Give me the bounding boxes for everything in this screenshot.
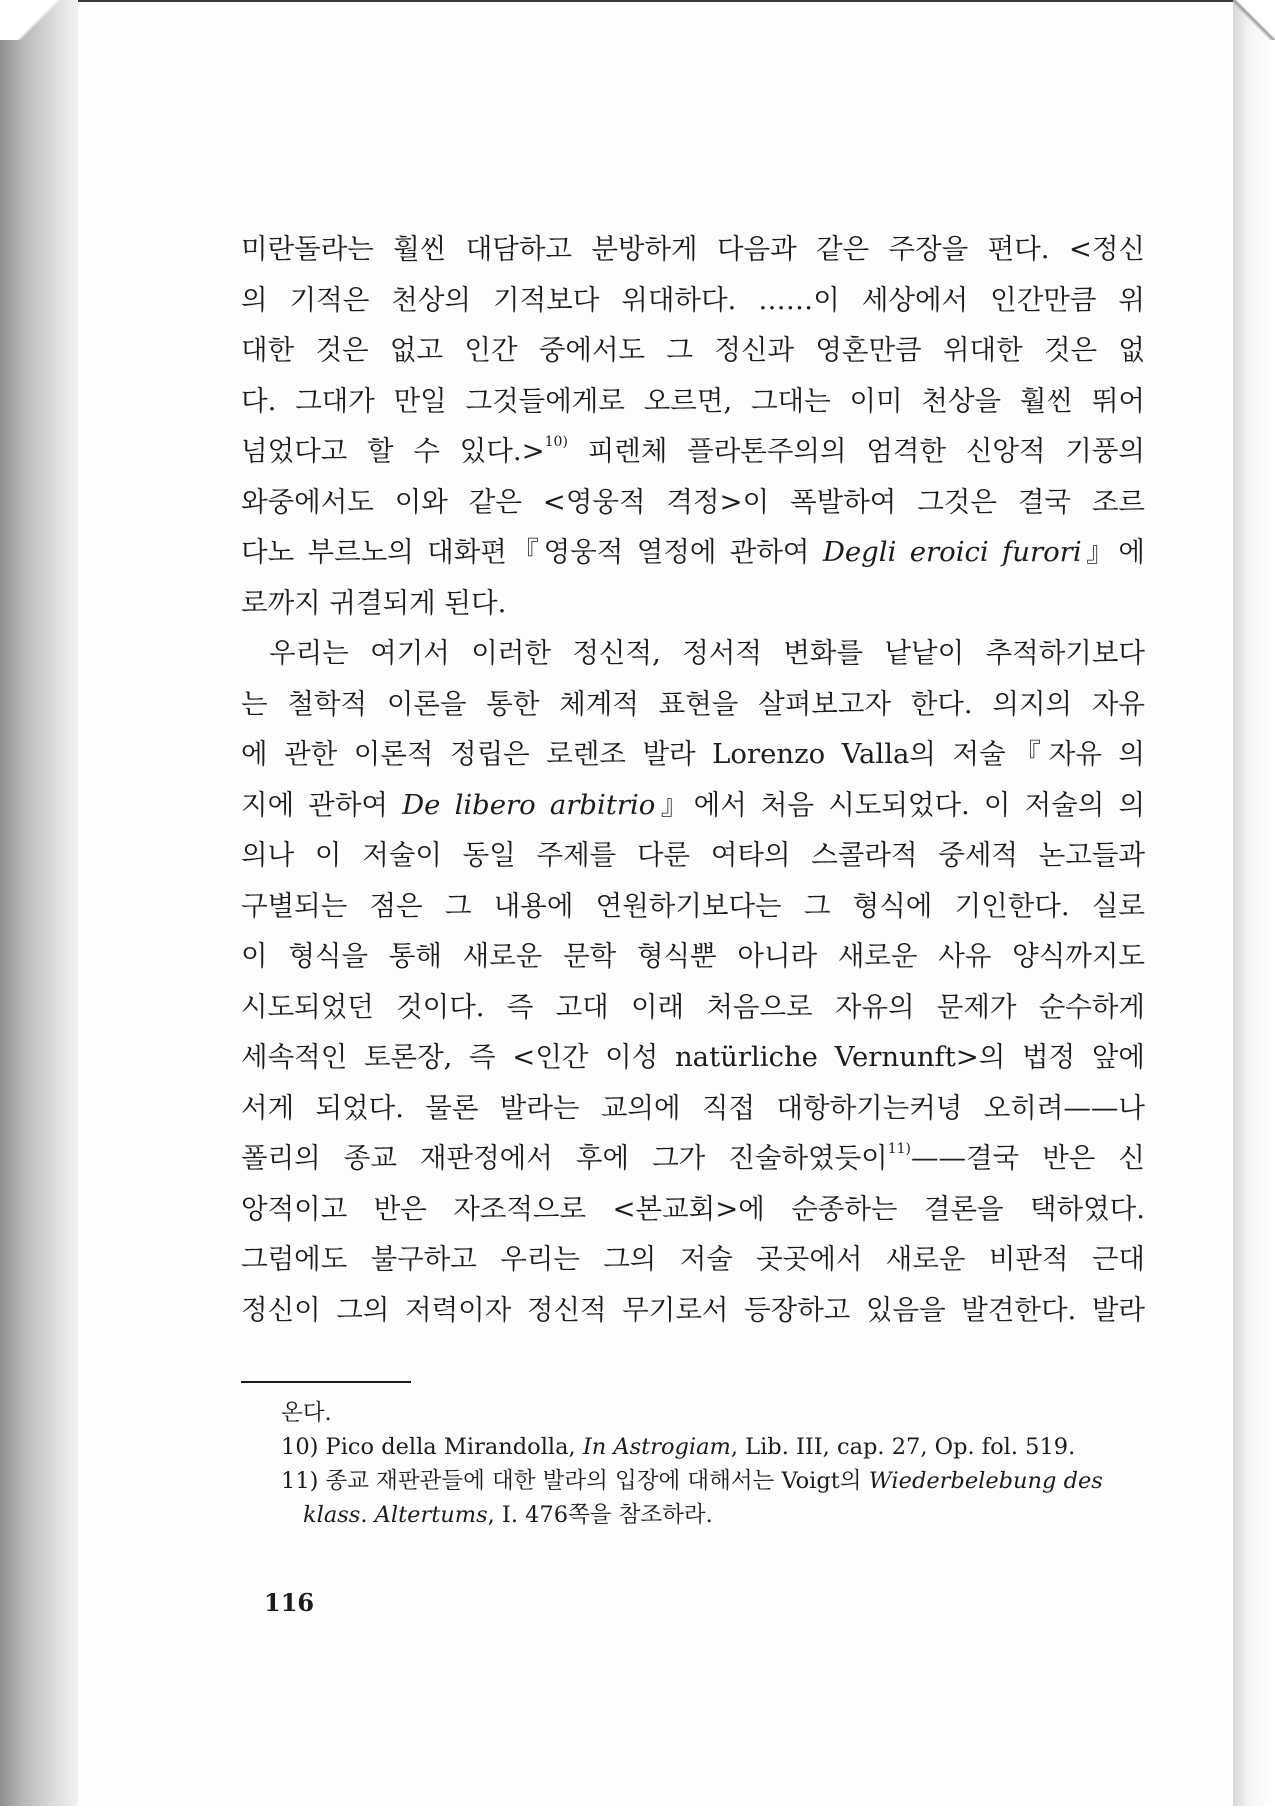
footnote-11 <box>281 1464 1145 1498</box>
footnote-text: 10) Pico della Mirandolla, <box>281 1434 583 1460</box>
footnote-separator <box>241 1381 411 1383</box>
body-line: 구별되는 점은 그 내용에 연원하기보다는 그 형식에 기인한다. 실로 <box>241 889 1145 922</box>
body-line: 는 철학적 이론을 통한 체계적 표현을 살펴보고자 한다. 의지의 자유 <box>241 687 1145 720</box>
body-line: 미란돌라는 훨씬 대담하고 분방하게 다음과 같은 주장을 편다. <정신 <box>241 233 1145 265</box>
body-line <box>241 780 1145 831</box>
footnote-11-continued <box>281 1498 1145 1532</box>
body-line: 의나 이 저술이 동일 주제를 다룬 여타의 스콜라적 중세적 논고들과 <box>241 839 1145 871</box>
body-line-text: ——결국 반은 신 <box>911 1142 1145 1174</box>
footnote-ref-11: 11) <box>887 1141 911 1157</box>
body-line-text: 지에 관하여 <box>241 788 403 821</box>
body-line-text: 피렌체 플라톤주의의 엄격한 신앙적 기풍의 <box>567 435 1145 467</box>
body-line: 우리는 여기서 이러한 정신적, 정서적 변화를 낱낱이 추적하기보다 <box>269 637 1145 669</box>
footnotes <box>281 1396 1145 1532</box>
body-line-text: 다노 부르노의 대화편『영웅적 열정에 관하여 <box>241 536 823 568</box>
page-right-edge <box>1233 0 1275 1806</box>
body-line-text: 』에 <box>1081 536 1145 568</box>
footnote-carryover: 온다. <box>281 1400 332 1426</box>
body-text <box>241 224 1145 1335</box>
body-line: 정신이 그의 저력이자 정신적 무기로서 등장하고 있음을 발견한다. 발라 <box>241 1293 1145 1326</box>
book-spine <box>0 0 78 1806</box>
body-line-text: 』에서 처음 시도되었다. 이 저술의 의 <box>655 788 1146 821</box>
body-line-text: 폴리의 종교 재판정에서 후에 그가 진술하였듯이 <box>241 1142 888 1174</box>
body-line: 그럼에도 불구하고 우리는 그의 저술 곳곳에서 새로운 비판적 근대 <box>241 1243 1145 1275</box>
footnote-text: , Lib. III, cap. 27, Op. fol. 519. <box>730 1434 1076 1460</box>
italic-title: Degli eroici furori <box>822 536 1082 568</box>
footnote-text: 11) 종교 재판관들에 대한 발라의 입장에 대해서는 Voigt의 <box>281 1468 869 1494</box>
page-corner-fold <box>1233 0 1275 40</box>
body-line: 서게 되었다. 물론 발라는 교의에 직접 대항하기는커녕 오히려——나 <box>241 1091 1145 1124</box>
footnote-italic: klass. Altertums <box>303 1502 488 1528</box>
footnote-10 <box>281 1430 1145 1464</box>
body-line: 의 기적은 천상의 기적보다 위대하다. ……이 세상에서 인간만큼 위 <box>241 283 1145 316</box>
footnote-text: , I. 476쪽을 참조하라. <box>487 1502 713 1528</box>
footnote-ref-10: 10) <box>544 434 568 450</box>
body-line: 이 형식을 통해 새로운 문학 형식뿐 아니라 새로운 사유 양식까지도 <box>241 940 1145 972</box>
body-line <box>241 426 1145 477</box>
italic-title: De libero arbitrio <box>402 788 656 821</box>
body-line: 와중에서도 이와 같은 <영웅적 격정>이 폭발하여 그것은 결국 조르 <box>241 485 1145 518</box>
body-line: 세속적인 토론장, 즉 <인간 이성 natürliche Vernunft>의 법정 앞에 <box>241 1041 1145 1073</box>
body-line: 로까지 귀결되게 된다. <box>241 586 507 619</box>
body-line: 대한 것은 없고 인간 중에서도 그 정신과 영혼만큼 위대한 것은 없 <box>241 334 1145 366</box>
body-line <box>241 527 1145 578</box>
body-line: 앙적이고 반은 자조적으로 <본교회>에 순종하는 결론을 택하였다. <box>241 1192 1145 1225</box>
spine-fold <box>0 0 78 40</box>
body-line-text: 넘었다고 할 수 있다.> <box>241 435 545 467</box>
body-line: 에 관한 이론적 정립은 로렌조 발라 Lorenzo Valla의 저술『자유 의 <box>241 738 1145 770</box>
body-line: 시도되었던 것이다. 즉 고대 이래 처음으로 자유의 문제가 순수하게 <box>241 990 1145 1023</box>
body-line: 다. 그대가 만일 그것들에게로 오르면, 그대는 이미 천상을 훨씬 뛰어 <box>241 384 1145 417</box>
body-line <box>241 1133 1145 1184</box>
footnote-italic: In Astrogiam <box>582 1434 731 1460</box>
footnote-italic: Wiederbelebung des <box>868 1468 1103 1494</box>
page-number: 116 <box>264 1588 315 1617</box>
